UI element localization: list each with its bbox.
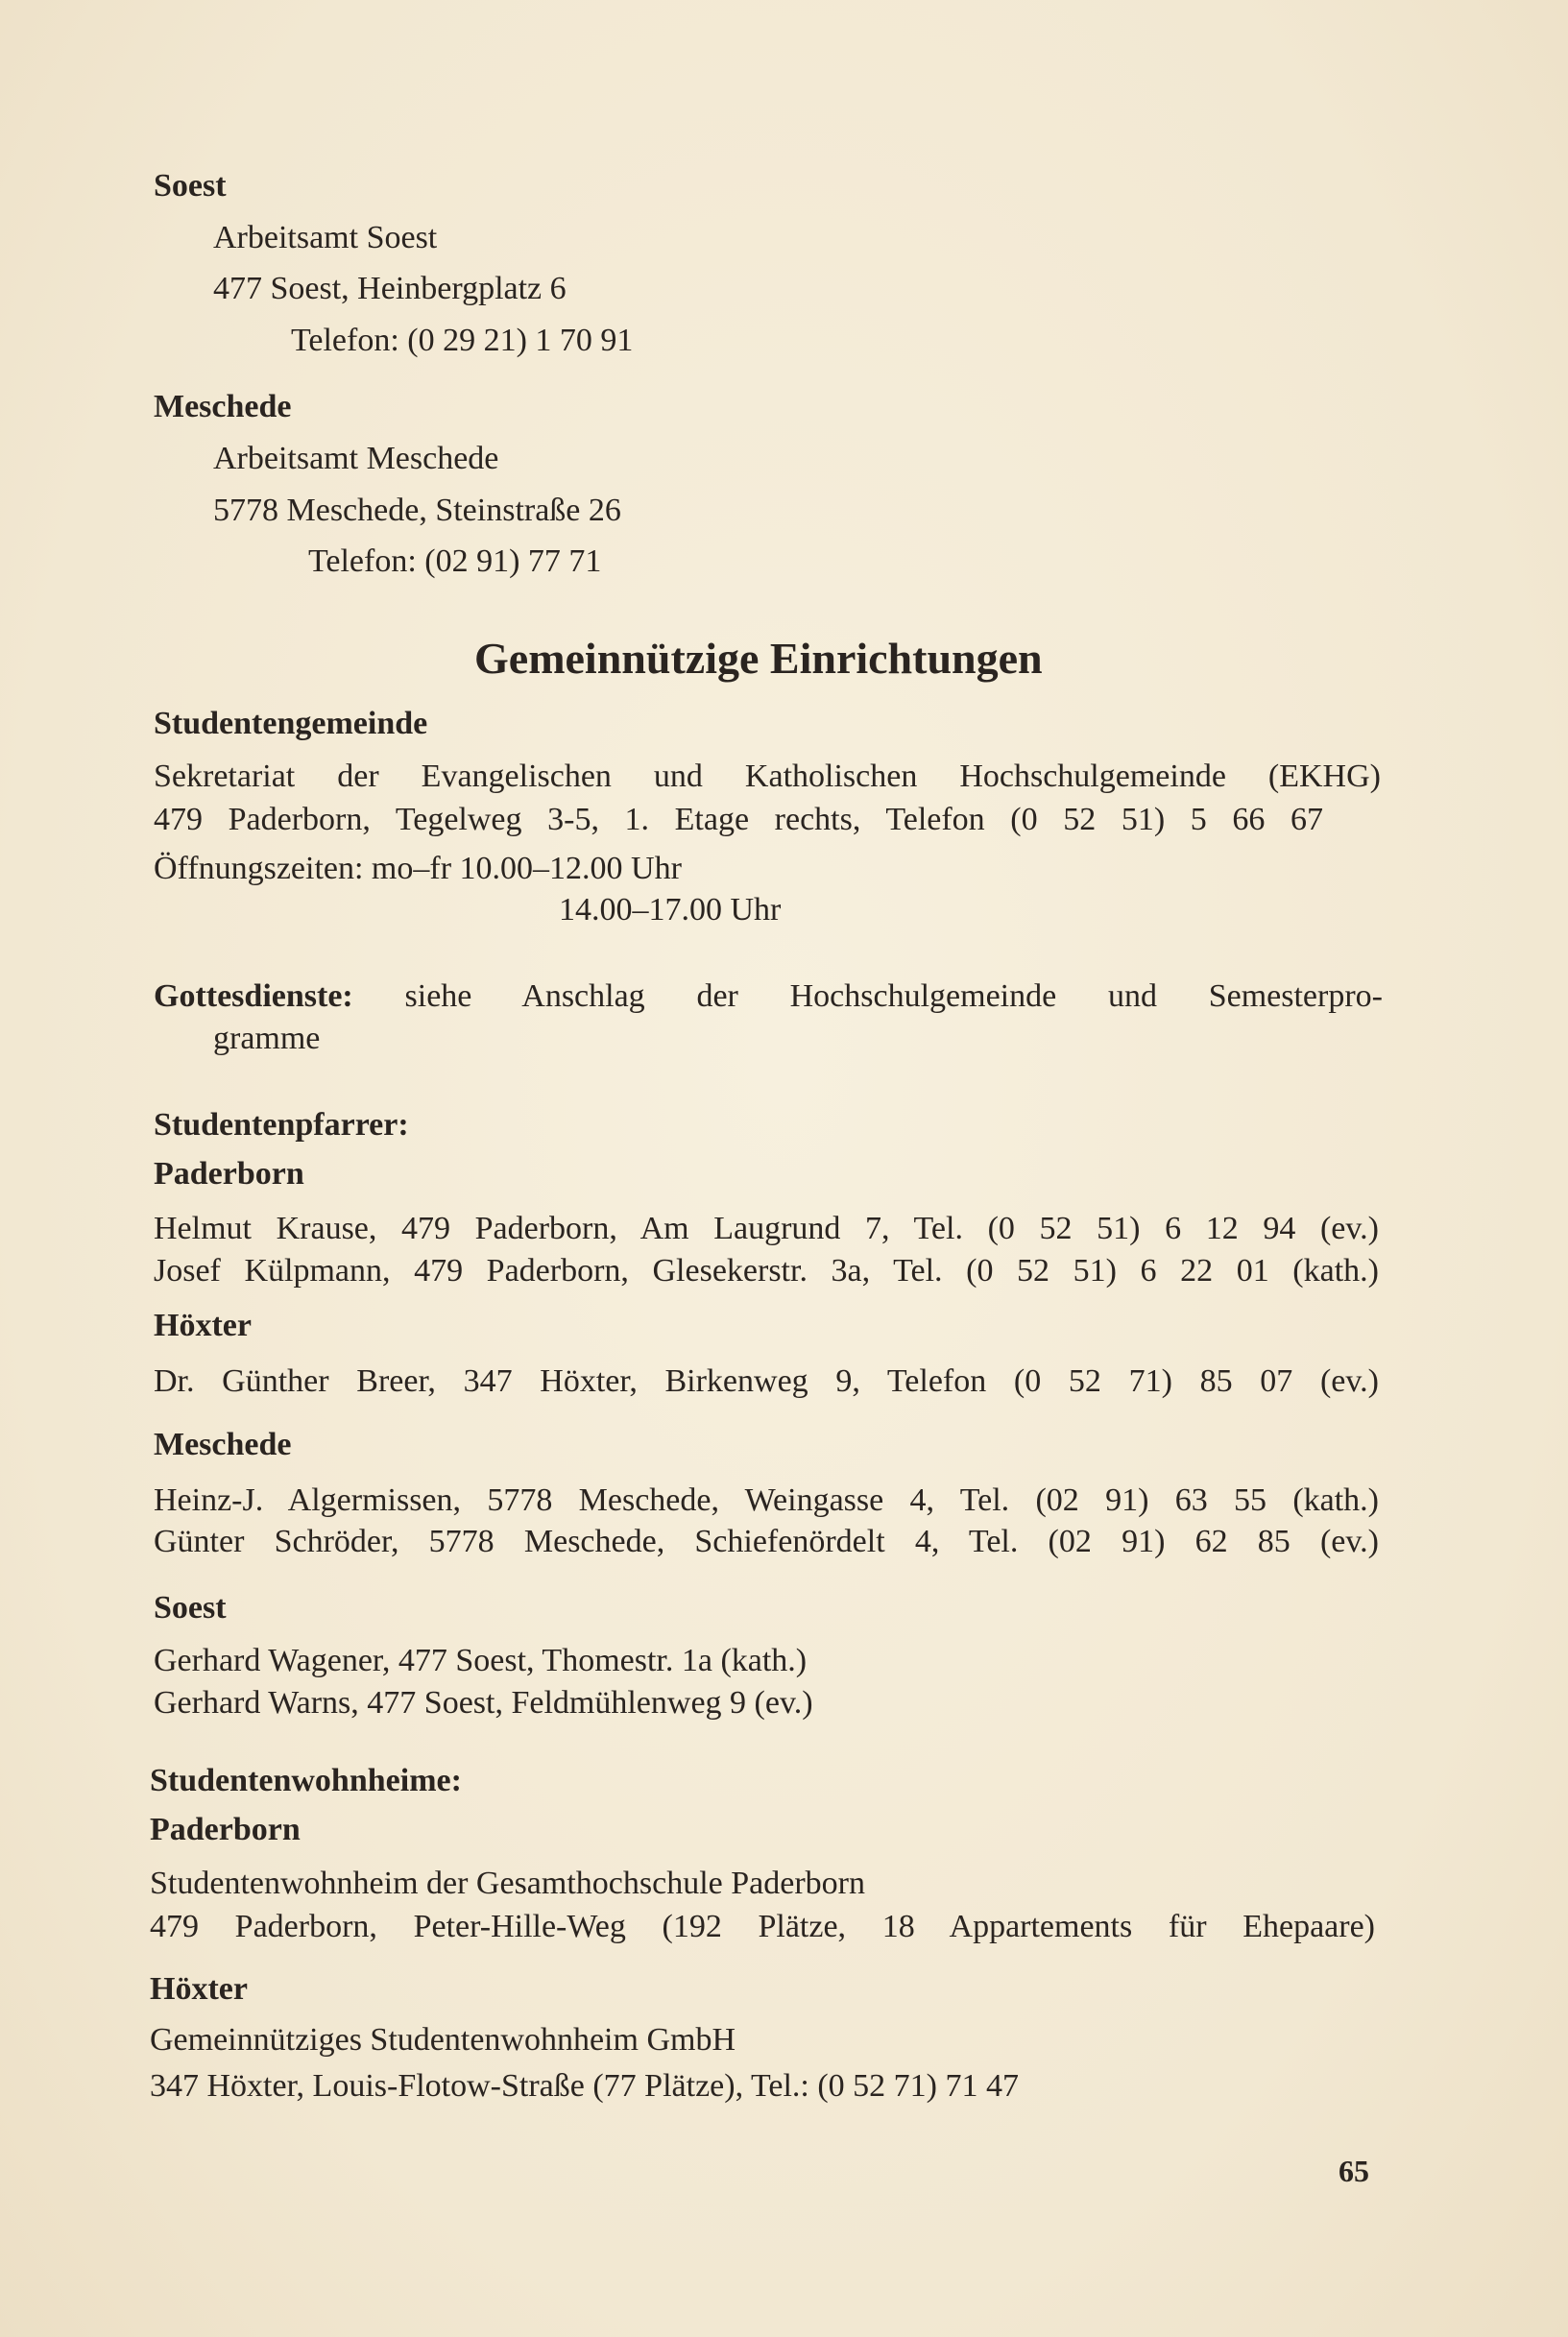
office-name: Arbeitsamt Meschede	[213, 441, 499, 476]
pastor-entry: Dr. Günther Breer, 347 Höxter, Birkenweg 9, Telefon (0 52 71) 85 07 (ev.)	[154, 1363, 1379, 1399]
city-heading: Höxter	[150, 1971, 248, 2007]
services-continuation: gramme	[213, 1021, 321, 1056]
opening-hours: Öffnungszeiten: mo–fr 10.00–12.00 Uhr	[154, 851, 682, 886]
dorm-entry: Studentenwohnheim der Gesamthochschule Paderborn	[150, 1866, 865, 1901]
secretariat-address: 479 Paderborn, Tegelweg 3-5, 1. Etage rechts, Telefon (0 52 51) 5 66 67	[154, 802, 1323, 837]
office-phone: Telefon: (0 29 21) 1 70 91	[291, 323, 634, 358]
pastor-entry: Günter Schröder, 5778 Meschede, Schiefenördelt 4, Tel. (02 91) 62 85 (ev.)	[154, 1524, 1379, 1559]
pastor-entry: Helmut Krause, 479 Paderborn, Am Laugrund 7, Tel. (0 52 51) 6 12 94 (ev.)	[154, 1211, 1379, 1246]
dorm-entry: 347 Höxter, Louis-Flotow-Straße (77 Plätze), Tel.: (0 52 71) 71 47	[150, 2068, 1019, 2104]
pastor-entry: Gerhard Warns, 477 Soest, Feldmühlenweg 9 (ev.)	[154, 1685, 813, 1721]
office-address: 477 Soest, Heinbergplatz 6	[213, 271, 567, 306]
office-address: 5778 Meschede, Steinstraße 26	[213, 493, 621, 528]
page-number: 65	[1339, 2154, 1369, 2188]
city-heading: Soest	[154, 1590, 227, 1626]
city-heading: Meschede	[154, 1427, 292, 1462]
city-heading: Paderborn	[150, 1812, 301, 1847]
opening-hours-afternoon: 14.00–17.00 Uhr	[559, 892, 782, 928]
subsection-heading: Studentenpfarrer:	[154, 1107, 409, 1143]
dorm-entry: Gemeinnütziges Studentenwohnheim GmbH	[150, 2022, 736, 2058]
pastor-entry: Heinz-J. Algermissen, 5778 Meschede, Weingasse 4, Tel. (02 91) 63 55 (kath.)	[154, 1482, 1379, 1518]
pastor-entry: Gerhard Wagener, 477 Soest, Thomestr. 1a (kath.)	[154, 1643, 808, 1678]
pastor-entry: Josef Külpmann, 479 Paderborn, Glesekerstr. 3a, Tel. (0 52 51) 6 22 01 (kath.)	[154, 1253, 1379, 1289]
dorm-entry: 479 Paderborn, Peter-Hille-Weg (192 Plätze, 18 Appartements für Ehepaare)	[150, 1909, 1375, 1944]
section-title: Gemeinnützige Einrichtungen	[474, 634, 1043, 683]
office-phone: Telefon: (02 91) 77 71	[308, 543, 602, 579]
services-line	[154, 977, 1383, 1016]
city-heading-meschede: Meschede	[154, 389, 292, 424]
services-label: Gottesdienste:	[154, 978, 353, 1014]
office-name: Arbeitsamt Soest	[213, 220, 438, 255]
services-text: siehe Anschlag der Hochschulgemeinde und Semesterpro-	[404, 978, 1383, 1014]
subsection-heading: Studentengemeinde	[154, 706, 428, 741]
city-heading: Höxter	[154, 1308, 252, 1343]
secretariat-line: Sekretariat der Evangelischen und Katholischen Hochschulgemeinde (EKHG)	[154, 759, 1381, 794]
city-heading-soest: Soest	[154, 168, 227, 204]
subsection-heading: Studentenwohnheime:	[150, 1763, 462, 1798]
city-heading: Paderborn	[154, 1156, 304, 1192]
